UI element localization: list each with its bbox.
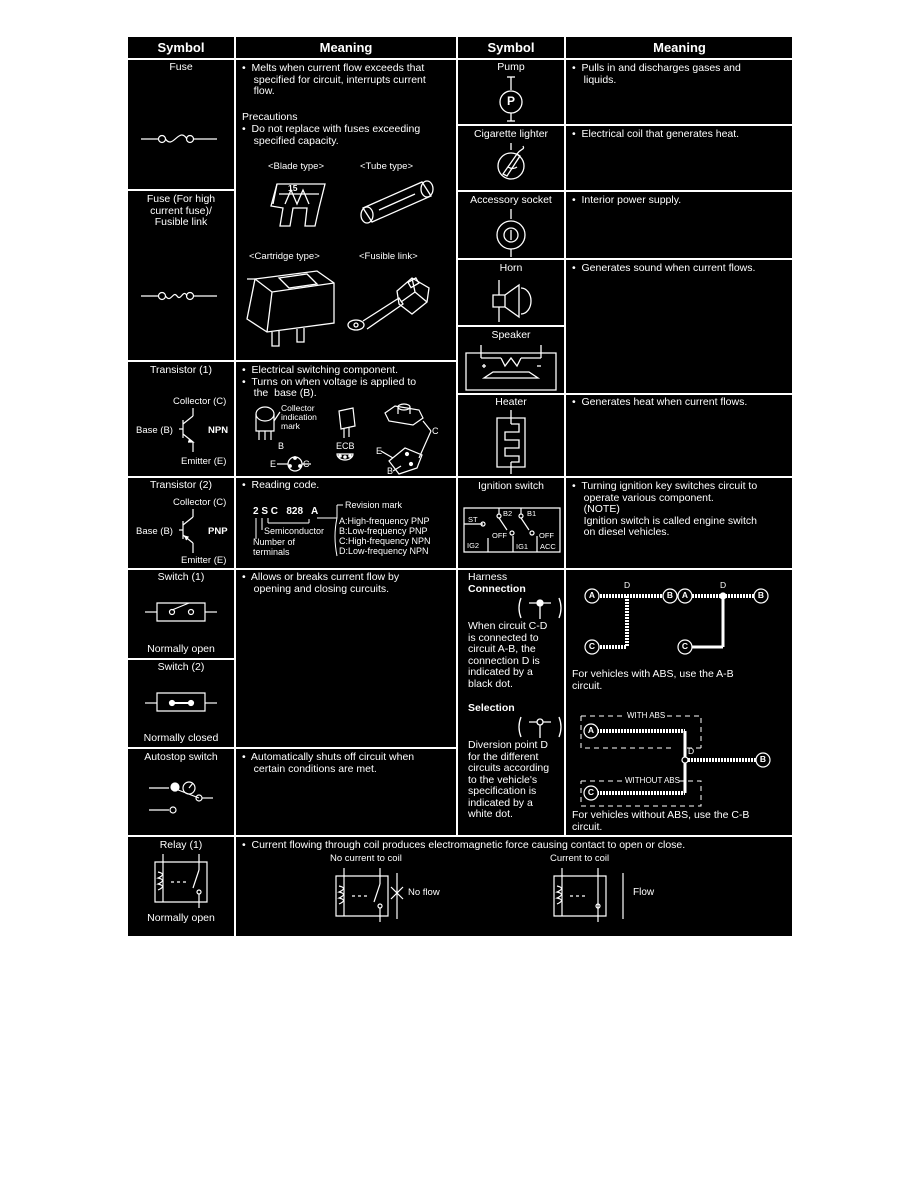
- transistor-pins-ecb: ECB: [336, 441, 355, 451]
- harness-node-c: C: [588, 641, 596, 651]
- ignition-b1: B1: [527, 509, 537, 518]
- transistor2-label: Transistor (2): [149, 479, 213, 491]
- power-transistor-pin-b: B: [387, 466, 394, 476]
- switch-meaning: • Allows or breaks current flow by opening and closing curcuits.: [242, 571, 400, 595]
- header-meaning-left: Meaning: [235, 36, 457, 59]
- power-transistor-pin-c: C: [432, 426, 439, 436]
- switch1-state: Normally open: [147, 643, 215, 655]
- fuse-precautions: • Do not replace with fuses exceeding specified capacity.: [242, 123, 421, 147]
- fusible-link-label: <Fusible link>: [359, 251, 418, 262]
- autostop-label: Autostop switch: [144, 751, 218, 763]
- transistor1-label: Transistor (1): [149, 364, 213, 376]
- blade-fuse-rating: 15: [288, 183, 298, 193]
- transistor-code-list: A:High-frequency PNP B:Low-frequency PNP C:High-frequency NPN D:Low-frequency NPN: [339, 516, 431, 556]
- ignition-meaning: • Turning ignition key switches circuit to operate various component. (NOTE) Ignition switch is called engine switch on diesel vehicles.: [572, 480, 758, 538]
- transistor2-collector-label: Collector (C): [173, 497, 227, 508]
- fuse-precautions-title: Precautions: [242, 111, 298, 123]
- harness-node-a: A: [588, 590, 596, 600]
- symbol-table: [125, 34, 794, 939]
- relay-current-label: Current to coil: [550, 853, 610, 864]
- pump-meaning: • Pulls in and discharges gases and liquids.: [572, 62, 741, 86]
- with-abs-label: WITH ABS: [627, 711, 666, 720]
- harness-sel-node-a: A: [587, 725, 595, 735]
- ignition-st: ST: [468, 515, 478, 524]
- transistor-code: 2 S C 828 A: [253, 506, 319, 517]
- collector-mark-label: Collector indication mark: [281, 403, 317, 431]
- harness-sel-node-b: B: [759, 754, 767, 764]
- relay-flow-label: Flow: [633, 887, 655, 898]
- blade-type-label: <Blade type>: [268, 161, 324, 172]
- harness-connection-title: Connection: [468, 583, 526, 595]
- harness-connection-text: When circuit C-D is connected to circuit A-B, the connection D is indicated by a black dot.: [468, 620, 548, 690]
- harness-node-d-2: D: [720, 580, 727, 590]
- relay-label: Relay (1): [159, 839, 203, 851]
- ignition-off-1: OFF: [492, 531, 507, 540]
- transistor2-emitter-label: Emitter (E): [181, 555, 227, 566]
- harness-sel-node-d: D: [688, 746, 695, 756]
- ignition-label: Ignition switch: [478, 480, 544, 492]
- fuse-label: Fuse: [169, 61, 193, 73]
- power-transistor-pin-e: E: [376, 446, 383, 456]
- semiconductor-label: Semiconductor: [264, 526, 325, 536]
- cartridge-type-label: <Cartridge type>: [249, 251, 320, 262]
- switch1-label: Switch (1): [157, 571, 205, 583]
- ignition-b2: B2: [503, 509, 513, 518]
- fuse-meaning: • Melts when current flow exceeds that specified for circuit, interrupts current flow.: [242, 62, 426, 97]
- cigarette-meaning: • Electrical coil that generates heat.: [572, 128, 740, 140]
- transistor2-base-label: Base (B): [136, 526, 173, 537]
- harness-title: Harness: [468, 571, 508, 583]
- accessory-label: Accessory socket: [470, 194, 552, 206]
- without-abs-label: WITHOUT ABS: [625, 776, 680, 785]
- pump-glyph: P: [506, 94, 515, 108]
- header-symbol-left: Symbol: [127, 36, 235, 59]
- ignition-off-2: OFF: [539, 531, 554, 540]
- fuse-high-label: Fuse (For high current fuse)/ Fusible link: [146, 193, 216, 228]
- harness-node-c-2: C: [681, 641, 689, 651]
- ignition-ig1: IG1: [516, 542, 529, 551]
- harness-node-b: B: [666, 590, 674, 600]
- transistor2-type-label: PNP: [208, 526, 228, 537]
- transistor-pin-c: C: [303, 459, 310, 469]
- horn-label: Horn: [499, 262, 523, 274]
- transistor2-meaning: • Reading code.: [242, 479, 320, 491]
- horn-meaning: • Generates sound when current flows.: [572, 262, 756, 274]
- harness-node-d: D: [624, 580, 631, 590]
- relay-state: Normally open: [147, 912, 215, 924]
- harness-sel-node-c: C: [587, 787, 595, 797]
- ignition-ig2: IG2: [467, 541, 480, 550]
- tube-type-label: <Tube type>: [360, 161, 413, 172]
- harness-selection-text: Diversion point D for the different circuits according to the vehicle's specification is indicated by a white dot.: [468, 739, 550, 820]
- transistor-pin-e: E: [270, 459, 277, 469]
- relay-no-current-label: No current to coil: [330, 853, 402, 864]
- heater-meaning: • Generates heat when current flows.: [572, 396, 748, 408]
- header-symbol-right: Symbol: [457, 36, 565, 59]
- relay-no-flow-label: No flow: [408, 887, 440, 898]
- number-of-terminals-label: Number of terminals: [253, 537, 296, 557]
- cigarette-label: Cigarette lighter: [473, 128, 549, 140]
- harness-noabs-note: For vehicles without ABS, use the C-B circuit.: [572, 809, 750, 833]
- transistor-pin-b: B: [278, 441, 285, 451]
- header-meaning-right: Meaning: [565, 36, 794, 59]
- ignition-acc: ACC: [540, 542, 556, 551]
- relay-meaning: • Current flowing through coil produces electromagnetic force causing contact to open or close.: [242, 839, 686, 851]
- speaker-label: Speaker: [491, 329, 531, 341]
- revision-mark-label: Revision mark: [345, 500, 403, 510]
- transistor1-emitter-label: Emitter (E): [181, 456, 227, 467]
- transistor1-meaning: • Electrical switching component. • Turns on when voltage is applied to the base (B).: [242, 364, 417, 399]
- heater-label: Heater: [495, 396, 527, 408]
- accessory-meaning: • Interior power supply.: [572, 194, 682, 206]
- transistor1-type-label: NPN: [208, 425, 229, 436]
- transistor1-base-label: Base (B): [136, 425, 173, 436]
- pump-label: Pump: [497, 61, 525, 73]
- switch2-state: Normally closed: [143, 732, 219, 744]
- harness-abs-note: For vehicles with ABS, use the A-B circuit.: [572, 668, 734, 692]
- harness-selection-title: Selection: [468, 702, 515, 714]
- relay-states-diagram-icon: [127, 36, 796, 941]
- harness-node-a-2: A: [681, 590, 689, 600]
- autostop-meaning: • Automatically shuts off circuit when certain conditions are met.: [242, 751, 415, 775]
- harness-node-b-2: B: [757, 590, 765, 600]
- switch2-label: Switch (2): [157, 661, 205, 673]
- transistor1-collector-label: Collector (C): [173, 396, 227, 407]
